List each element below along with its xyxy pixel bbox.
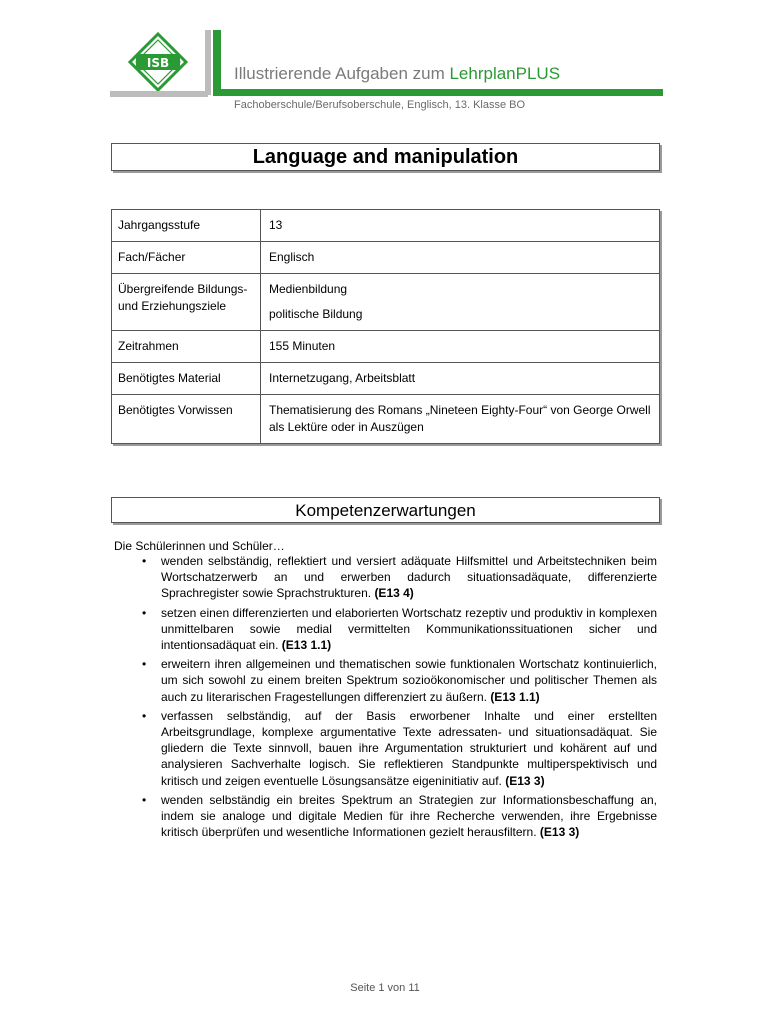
bullet-icon: •	[142, 792, 147, 807]
goals-value-1: Medienbildung	[269, 282, 348, 296]
table-row	[112, 210, 660, 242]
bullet-icon: •	[142, 605, 147, 620]
competences-list	[140, 553, 657, 843]
prior-value: Thematisierung des Romans „Nineteen Eighty-Four“ von George Orwell als Lektüre oder in Auszügen	[261, 395, 660, 444]
item-code: (E13 3)	[539, 825, 580, 840]
list-item	[140, 792, 657, 841]
list-item	[140, 708, 657, 789]
table-row	[112, 274, 660, 331]
table-row	[112, 395, 660, 444]
material-value: Internetzugang, Arbeitsblatt	[261, 363, 660, 395]
header-title-prefix: Illustrierende Aufgaben zum	[234, 64, 450, 83]
material-label: Benötigtes Material	[112, 363, 261, 395]
section-heading: Kompetenzerwartungen	[111, 497, 660, 523]
item-code: (E13 4)	[374, 586, 414, 601]
goals-label: Übergreifende Bildungs- und Erziehungsziele	[112, 274, 261, 331]
item-text: erweitern ihren allgemeinen und thematischen sowie funktionalen Wortschatz kontinuierlich, um sich sowohl zu einem breiten Spektrum sozioökonomischer und politischer Themen als auch zu literarischen Fragestellungen differenziert zu äußern.	[161, 657, 657, 704]
header-subtitle: Fachoberschule/Berufsoberschule, Englisch, 13. Klasse BO	[234, 99, 526, 111]
time-label: Zeitrahmen	[112, 331, 261, 363]
bullet-icon: •	[142, 554, 147, 568]
goals-value	[261, 274, 660, 331]
page-title: Language and manipulation	[111, 143, 660, 171]
header-title	[234, 64, 560, 84]
table-row	[112, 242, 660, 274]
item-text: wenden selbständig ein breites Spektrum an Strategien zur Informationsbeschaffung an, indem sie analoge und digitale Medien für ihre Recherche verwenden, ihre Ergebnisse kritisch überprüfen und wesentliche Informationen gezielt herausfiltern.	[161, 792, 657, 840]
item-text: setzen einen differenzierten und elaborierten Wortschatz rezeptiv und produktiv in komplexen unmittelbaren sowie medial vermittelten Kommunikationssituationen sicher und intentionsadäquat ein.	[161, 605, 657, 653]
subject-value: Englisch	[261, 242, 660, 274]
isb-logo	[128, 32, 188, 92]
info-table	[111, 209, 660, 444]
table-row	[112, 331, 660, 363]
bullet-icon: •	[142, 708, 147, 723]
competences-intro: Die Schülerinnen und Schüler…	[114, 539, 285, 553]
item-text: wenden selbständig, reflektiert und versiert adäquate Hilfsmittel und Arbeitstechniken beim Wortschatzerwerb an und erwerben dadurch situationsadäquate, differenzierte Sprachregister sowie Sprachstrukturen.	[161, 554, 657, 601]
grade-value: 13	[261, 210, 660, 242]
item-code: (E13 1.1)	[490, 689, 540, 704]
header-title-brand: LehrplanPLUS	[449, 64, 561, 83]
item-text: verfassen selbständig, auf der Basis erworbener Inhalte und einer erstellten Arbeitsgrundlage, komplexe argumentative Texte adressaten- und situationsadäquat. Sie gliedern die Texte sinnvoll, bauen ihre Argumentation strukturiert und kohärent auf und analysieren Sachverhalte logisch. Sie reflektieren Standpunkte multiperspektivisch und kritisch und zeigen eventuelle Lösungsansätze eigeninitiativ auf.	[161, 708, 657, 788]
subject-label: Fach/Fächer	[112, 242, 261, 274]
header-gray-post	[205, 30, 211, 95]
grade-label: Jahrgangsstufe	[112, 210, 261, 242]
header-green-post	[213, 30, 221, 91]
list-item	[140, 553, 657, 602]
table-row	[112, 363, 660, 395]
goals-value-2: politische Bildung	[269, 307, 363, 321]
header-gray-rule	[110, 91, 208, 97]
page-footer: Seite 1 von 11	[350, 982, 420, 994]
list-item	[140, 605, 657, 654]
prior-label: Benötigtes Vorwissen	[112, 395, 261, 444]
time-value: 155 Minuten	[261, 331, 660, 363]
list-item	[140, 656, 657, 705]
header-green-rule	[213, 89, 663, 96]
svg-text:ISB: ISB	[146, 56, 170, 70]
bullet-icon: •	[142, 657, 147, 672]
item-code: (E13 3)	[505, 773, 545, 788]
item-code: (E13 1.1)	[281, 638, 332, 653]
